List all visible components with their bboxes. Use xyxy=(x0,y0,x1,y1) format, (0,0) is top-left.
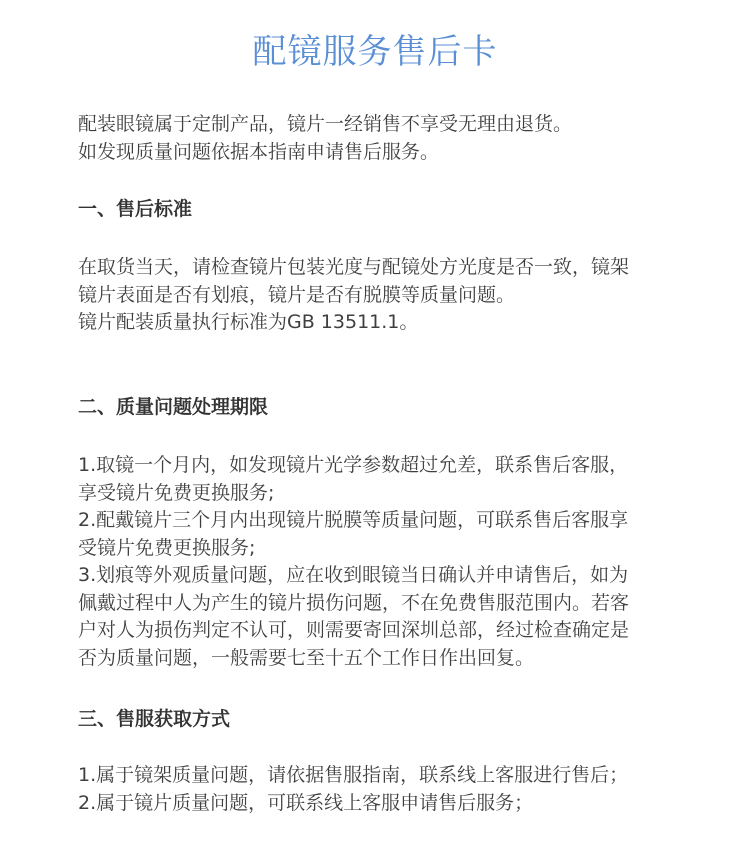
body-line: 1.属于镜架质量问题，请依据售服指南，联系线上客服进行售后； xyxy=(78,764,629,786)
page-title: 配镜服务售后卡 xyxy=(252,32,498,72)
section-body-time-limit xyxy=(78,452,718,672)
body-line: 享受镜片免费更换服务; xyxy=(78,481,275,504)
intro-line: 配装眼镜属于定制产品，镜片一经销售不享受无理由退货。 xyxy=(78,113,573,135)
body-line: 镜片表面是否有划痕，镜片是否有脱膜等质量问题。 xyxy=(78,283,516,306)
section-body-standards xyxy=(78,254,718,337)
intro-line: 如发现质量问题依据本指南申请售后服务。 xyxy=(78,140,440,163)
body-line: 在取货当天，请检查镜片包装光度与配镜处方光度是否一致，镜架 xyxy=(78,256,630,278)
body-line: 3.划痕等外观质量问题，应在收到眼镜当日确认并申请售后，如为 xyxy=(78,564,629,586)
body-line: 2.属于镜片质量问题，可联系线上客服申请售后服务； xyxy=(78,791,534,814)
body-line: 镜片配装质量执行标准为GB 13511.1。 xyxy=(78,311,419,333)
body-line: 受镜片免费更换服务; xyxy=(78,536,256,559)
body-line: 1.取镜一个月内，如发现镜片光学参数超过允差，联系售后客服， xyxy=(78,454,629,476)
section-heading-standards: 一、售后标准 xyxy=(78,198,193,220)
section-body-access xyxy=(78,762,718,817)
section-heading-time-limit: 二、质量问题处理期限 xyxy=(78,396,269,418)
body-line: 2.配戴镜片三个月内出现镜片脱膜等质量问题，可联系售后客服享 xyxy=(78,509,629,531)
intro-text xyxy=(78,111,718,166)
body-line: 佩戴过程中人为产生的镜片损伤问题，不在免费售服范围内。若客 xyxy=(78,591,630,614)
body-line: 否为质量问题，一般需要七至十五个工作日作出回复。 xyxy=(78,646,535,669)
section-heading-access: 三、售服获取方式 xyxy=(78,708,231,730)
body-line: 户对人为损伤判定不认可，则需要寄回深圳总部，经过检查确定是 xyxy=(78,619,630,641)
